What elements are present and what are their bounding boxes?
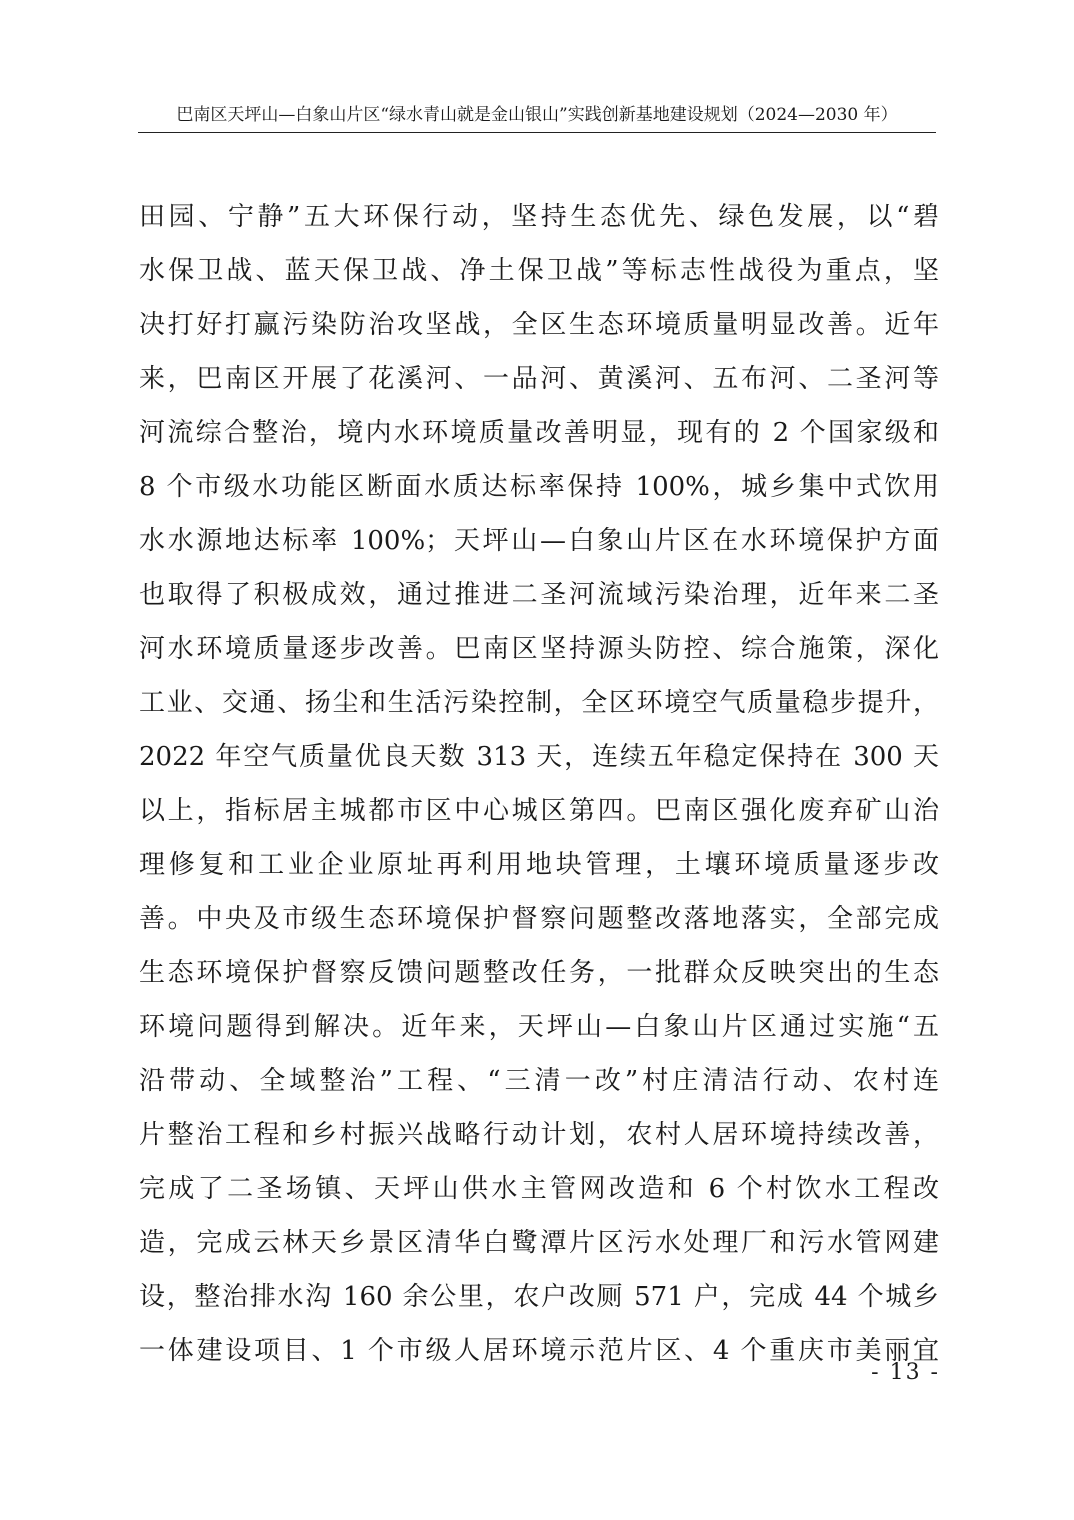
body-line: 也取得了积极成效，通过推进二圣河流域污染治理，近年来二圣 bbox=[139, 580, 939, 610]
body-line: 造，完成云林天乡景区清华白鹭潭片区污水处理厂和污水管网建 bbox=[139, 1228, 939, 1258]
body-line: 生态环境保护督察反馈问题整改任务，一批群众反映突出的生态 bbox=[139, 958, 939, 988]
body-line: 河水环境质量逐步改善。巴南区坚持源头防控、综合施策，深化 bbox=[139, 634, 939, 664]
body-line: 决打好打赢污染防治攻坚战，全区生态环境质量明显改善。近年 bbox=[139, 310, 939, 340]
body-line: 设，整治排水沟 160 余公里，农户改厕 571 户，完成 44 个城乡 bbox=[139, 1282, 939, 1312]
page-number: - 13 - bbox=[871, 1360, 940, 1385]
body-line: 8 个市级水功能区断面水质达标率保持 100%，城乡集中式饮用 bbox=[139, 472, 939, 502]
body-line: 2022 年空气质量优良天数 313 天，连续五年稳定保持在 300 天 bbox=[139, 742, 939, 772]
body-line: 来，巴南区开展了花溪河、一品河、黄溪河、五布河、二圣河等 bbox=[139, 364, 939, 394]
body-line: 水保卫战、蓝天保卫战、净土保卫战”等标志性战役为重点，坚 bbox=[139, 256, 939, 286]
body-line: 河流综合整治，境内水环境质量改善明显，现有的 2 个国家级和 bbox=[139, 418, 939, 448]
body-line: 工业、交通、扬尘和生活污染控制，全区环境空气质量稳步提升， bbox=[139, 688, 939, 718]
body-line: 片整治工程和乡村振兴战略行动计划，农村人居环境持续改善， bbox=[139, 1120, 939, 1150]
body-line: 一体建设项目、1 个市级人居环境示范片区、4 个重庆市美丽宜 bbox=[139, 1336, 939, 1366]
running-header: 巴南区天坪山—白象山片区“绿水青山就是金山银山”实践创新基地建设规划（2024—2030 年） bbox=[176, 105, 898, 125]
body-line: 完成了二圣场镇、天坪山供水主管网改造和 6 个村饮水工程改 bbox=[139, 1174, 939, 1204]
body-line: 善。中央及市级生态环境保护督察问题整改落地落实，全部完成 bbox=[139, 904, 939, 934]
body-line: 环境问题得到解决。近年来，天坪山—白象山片区通过实施“五 bbox=[139, 1012, 939, 1042]
body-line: 以上，指标居主城都市区中心城区第四。巴南区强化废弃矿山治 bbox=[139, 796, 939, 826]
body-text bbox=[139, 190, 939, 1378]
body-line: 田园、宁静”五大环保行动，坚持生态优先、绿色发展，以“碧 bbox=[139, 202, 939, 232]
body-line: 沿带动、全域整治”工程、“三清一改”村庄清洁行动、农村连 bbox=[139, 1066, 939, 1096]
header-rule bbox=[138, 132, 936, 133]
body-line: 水水源地达标率 100%；天坪山—白象山片区在水环境保护方面 bbox=[139, 526, 939, 556]
body-line: 理修复和工业企业原址再利用地块管理，土壤环境质量逐步改 bbox=[139, 850, 939, 880]
